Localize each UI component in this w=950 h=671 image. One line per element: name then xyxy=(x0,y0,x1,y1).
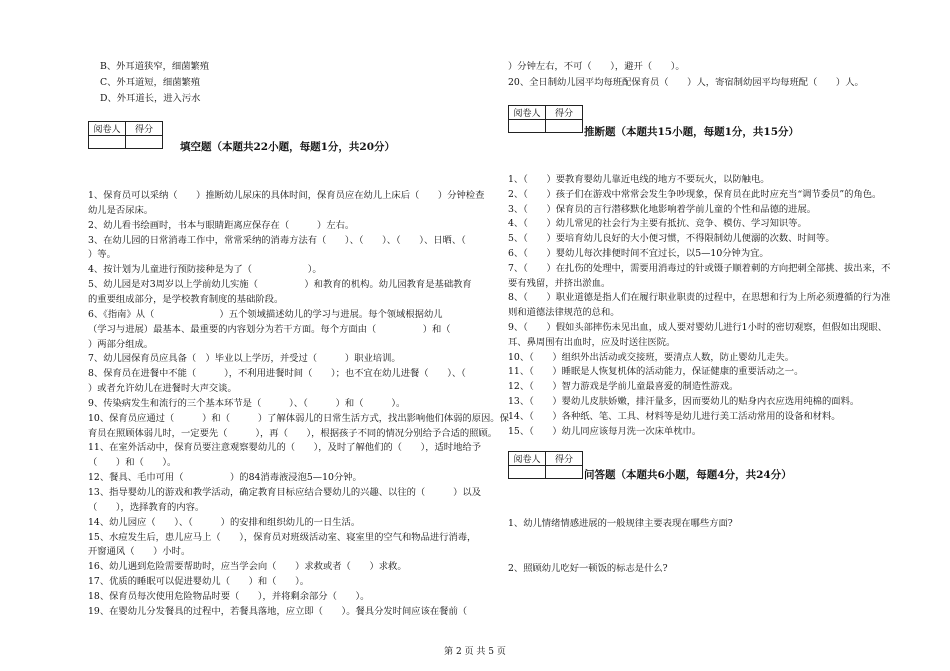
judge-question-line: 11、（ ）睡眠是人恢复机体的活动能力，保证健康的重要活动之一。 xyxy=(508,366,804,378)
fill-question-line: 开窗通风（ ）小时。 xyxy=(88,546,191,558)
judge-question-line: 13、（ ）婴幼儿皮肤娇嫩，排汗量多，因而要幼儿的贴身内衣应选用纯棉的面料。 xyxy=(508,396,860,407)
fill-question-line: （ ），选择教育的内容。 xyxy=(88,501,205,513)
fill-question-line: 17、优质的睡眠可以促进婴幼儿（ ）和（ ）。 xyxy=(88,576,310,588)
judge-question-line: 则和道德法律规范的总和。 xyxy=(508,307,620,319)
judge-question-line: 9、（ ）假如头部摔伤未见出血，成人要对婴幼儿进行1小时的密切观察，但假如出现眼、 xyxy=(508,322,888,333)
judge-question-line: 要有残留，并挤出淤血。 xyxy=(508,277,611,289)
score-label: 得分 xyxy=(546,106,583,120)
judge-question-line: 耳、鼻周围有出血时，应及时送往医院。 xyxy=(508,336,676,348)
fill-question-line: 育员在照顾体弱儿时，一定要先（ ），再（ ），根据孩子不同的情况分别给予合适的照顾。 xyxy=(88,427,498,439)
q20: 20、全日制幼儿园平均每班配保育员（ ）人，寄宿制幼园平均每班配（ ）人。 xyxy=(508,77,864,88)
judge-question-line: 12、（ ）智力游戏是学前儿童最喜爱的制造性游戏。 xyxy=(508,381,739,393)
qa-question-2: 2、照顾幼儿吃好一顿饭的标志是什么? xyxy=(508,563,668,574)
judge-question-line: 15、（ ）幼儿同应该每月洗一次床单枕巾。 xyxy=(508,425,702,437)
judge-question-line: 4、（ ）幼儿常见的社会行为主要有抵抗、竞争、模仿、学习知识等。 xyxy=(508,218,807,230)
option-c: C、外耳道短，细菌繁殖 xyxy=(100,77,201,88)
fill-question-line: 8、保育员在进餐中不能（ ），不利用进餐时间（ ）；也不宜在幼儿进餐（ ）、（ xyxy=(88,368,466,380)
page-footer: 第 2 页 共 5 页 xyxy=(444,647,506,657)
score-box-judge xyxy=(508,105,583,133)
reviewer-label: 阅卷人 xyxy=(509,452,546,466)
fill-question-line: ）或者允许幼儿在进餐时大声交谈。 xyxy=(88,383,237,395)
fill-question-line: 12、餐具、毛巾可用（ ）的84消毒液浸泡5—10分钟。 xyxy=(88,472,362,484)
fill-question-line: 14、幼儿园应（ ）、（ ）的安排和组织幼儿的一日生活。 xyxy=(88,516,361,528)
qa-question-1: 1、幼儿情绪情感进展的一般规律主要表现在哪些方面? xyxy=(508,518,733,529)
reviewer-label: 阅卷人 xyxy=(509,106,546,120)
fill-question-line: 4、按计划为儿童进行预防接种是为了（ ）。 xyxy=(88,264,322,276)
judge-question-line: 10、（ ）组织外出活动或交接班，要清点人数，防止婴幼儿走失。 xyxy=(508,351,795,363)
judge-question-line: 5、（ ）要培育幼儿良好的大小便习惯，不得限制幼儿便溺的次数、时间等。 xyxy=(508,233,835,245)
fill-question-line: 1、保育员可以采纳（ ）推断幼儿尿床的具体时间，保育员应在幼儿上床后（ ）分钟检查 xyxy=(88,190,485,201)
score-box-fill xyxy=(88,121,163,149)
fill-question-line: 6、《指南》从（ ）五个领域描述幼儿的学习与进展。每个领域根据幼儿 xyxy=(88,308,443,320)
score-cell xyxy=(546,120,583,133)
fill-question-line: （ ）和（ ）。 xyxy=(88,457,177,469)
fill-question-line: 2、幼儿看书绘画时，书本与眼睛距离应保存在（ ）左右。 xyxy=(88,219,355,231)
fill-question-line: 7、幼儿园保育员应具备（ ）毕业以上学历，并受过（ ）职业培训。 xyxy=(88,353,401,365)
fill-question-line: 18、保育员每次使用危险物品时要（ ），并将剩余部分（ ）。 xyxy=(88,590,370,602)
fill-question-line: ）等。 xyxy=(88,249,116,261)
judge-question-line: 7、（ ）在扎伤的处理中，需要用消毒过的针或镊子顺着刺的方向把刺全部挑、拔出来，不 xyxy=(508,262,891,274)
option-b: B、外耳道狭窄，细菌繁殖 xyxy=(100,61,210,72)
score-cell xyxy=(126,136,163,149)
judge-question-line: 6、（ ）婴幼儿每次排便时间不宜过长，以5—10分钟为宜。 xyxy=(508,248,769,259)
fill-question-line: 16、幼儿遇到危险需要帮助时，应当学会向（ ）求救或者（ ）求救。 xyxy=(88,561,407,573)
fill-question-line: 11、在室外活动中，保育员要注意观察婴幼儿的（ ），及时了解他们的（ ），适时地给予 xyxy=(88,442,481,454)
score-label: 得分 xyxy=(126,122,163,136)
fill-question-line: 15、水痘发生后，患儿应马上（ ），保育员对班级活动室、寝室里的空气和物品进行消毒， xyxy=(88,531,477,543)
qa-section-title: 问答题（本题共6小题，每题4分，共24分） xyxy=(584,469,792,481)
reviewer-label: 阅卷人 xyxy=(89,122,126,136)
judge-question-line: 8、（ ）职业道德是指人们在履行职业职责的过程中，在思想和行为上所必须遵循的行为准 xyxy=(508,292,891,304)
fill-section-title: 填空题（本题共22小题，每题1分，共20分） xyxy=(180,141,396,153)
fill-question-line: 9、传染病发生和流行的三个基本环节是（ ）、（ ）和（ ）。 xyxy=(88,397,406,409)
reviewer-cell xyxy=(509,120,546,133)
q19-continued: ）分钟左右，不可（ ），避开（ ）。 xyxy=(508,61,685,72)
score-cell xyxy=(546,466,583,479)
fill-question-line: 的重要组成部分，是学校教育制度的基础阶段。 xyxy=(88,293,284,305)
fill-question-line: 19、在婴幼儿分发餐具的过程中，若餐具落地，应立即（ ）。餐具分发时间应该在餐前（ xyxy=(88,605,468,617)
reviewer-cell xyxy=(89,136,126,149)
fill-question-line: （学习与进展）最基本、最重要的内容划分为若干方面。每个方面由（ ）和（ xyxy=(88,323,451,335)
judge-section-title: 推断题（本题共15小题，每题1分，共15分） xyxy=(584,126,800,138)
judge-question-line: 1、（ ）要教育婴幼儿靠近电线的地方不要玩火，以防触电。 xyxy=(508,174,770,185)
judge-question-line: 3、（ ）保育员的言行潜移默化地影响着学前儿童的个性和品德的进展。 xyxy=(508,203,817,215)
fill-question-line: 3、在幼儿园的日常消毒工作中，常常采纳的消毒方法有（ ）、（ ）、（ ）、日晒、（ xyxy=(88,234,466,246)
judge-question-line: 2、（ ）孩子们在游戏中常常会发生争吵现象，保育员在此时应充当“调节委员”的角色。 xyxy=(508,188,882,200)
option-d: D、外耳道长，进入污水 xyxy=(100,93,201,104)
fill-question-line: 10、保育员应通过（ ）和（ ）了解体弱儿的日常生活方式，找出影响他们体弱的原因。保 xyxy=(88,412,509,424)
fill-question-line: 5、幼儿园是对3周岁以上学前幼儿实施（ ）和教育的机构。幼儿园教育是基础教育 xyxy=(88,279,472,291)
fill-question-line: ）两部分组成。 xyxy=(88,338,154,350)
fill-question-line: 幼儿是否尿床。 xyxy=(88,204,154,216)
judge-question-line: 14、（ ）各种纸、笔、工具、材料等是幼儿进行美工活动常用的设备和材料。 xyxy=(508,410,841,422)
score-label: 得分 xyxy=(546,452,583,466)
reviewer-cell xyxy=(509,466,546,479)
fill-question-line: 13、指导婴幼儿的游戏和教学活动，确定教育目标应结合婴幼儿的兴趣、以往的（ ）以及 xyxy=(88,487,482,498)
score-box-qa xyxy=(508,451,583,479)
